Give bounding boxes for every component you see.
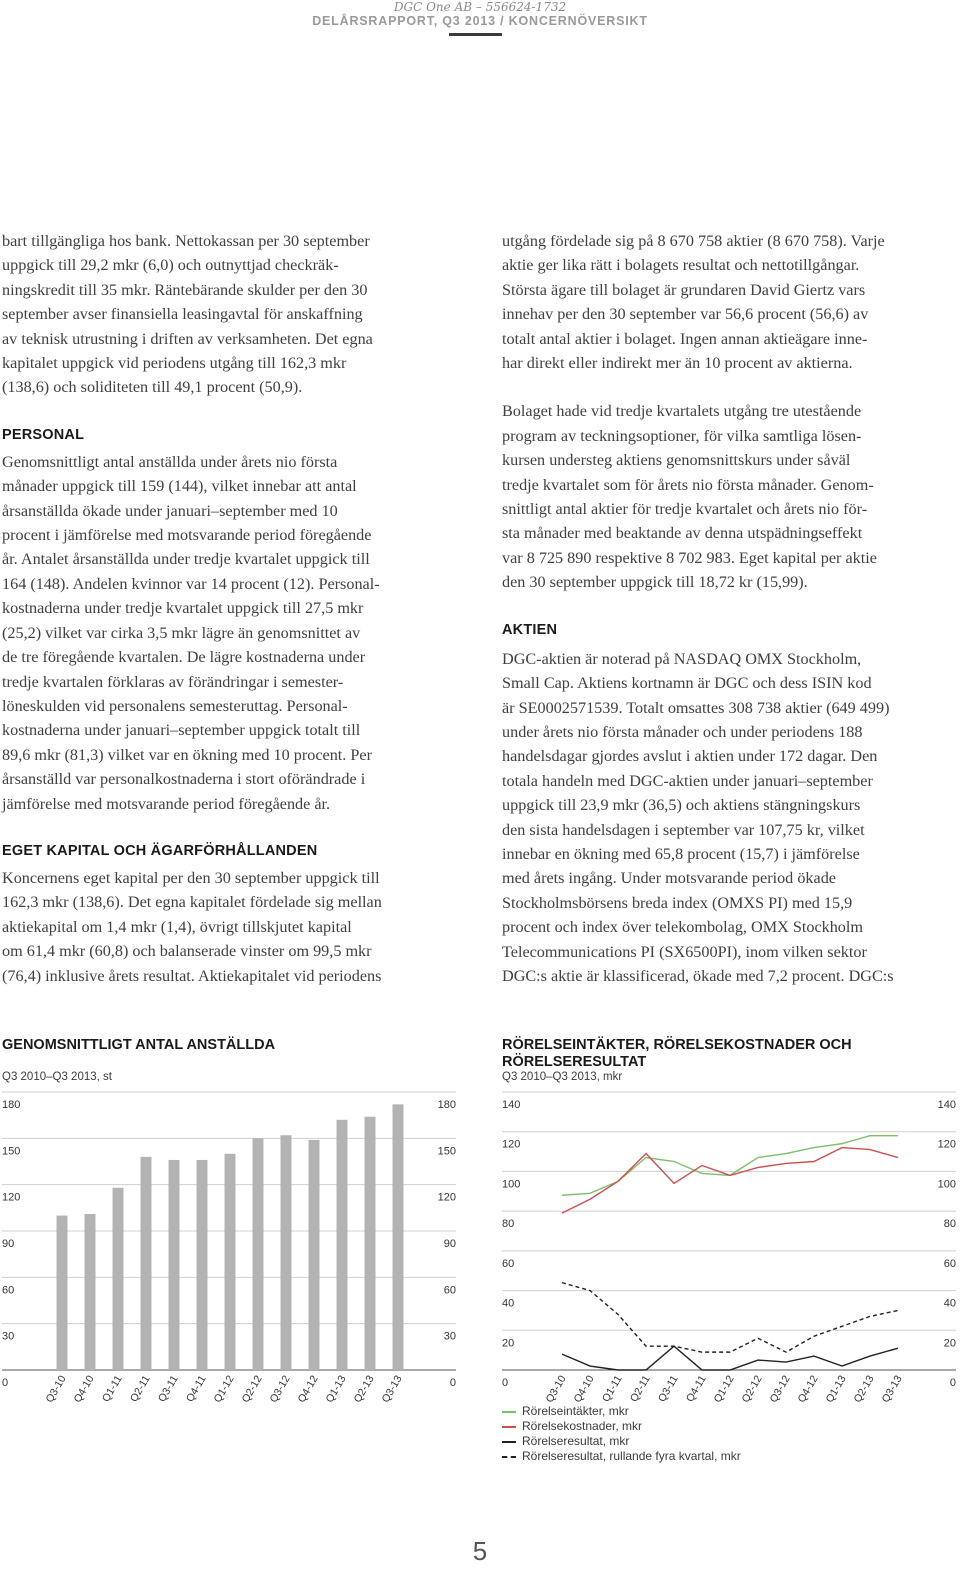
text-line: procent och index över telekombolag, OMX Stockholm [502, 918, 863, 937]
legend-swatch [502, 1411, 516, 1413]
bar [141, 1157, 152, 1370]
y-tick-label-right: 150 [437, 1145, 456, 1158]
warrants-paragraph [502, 399, 960, 594]
text-line: snittligt antal aktier för tredje kvartalet och årets nio för- [502, 500, 868, 519]
bar [365, 1117, 376, 1370]
x-tick-label: Q3-13 [379, 1373, 405, 1405]
text-line: av teknisk utrustning i driften av verksamheten. Det egna [2, 329, 373, 348]
text-line: utgång fördelade sig på 8 670 758 aktier (8 670 758). Varje [502, 232, 885, 250]
text-line: årsanställda ökade under januari–september med 10 [2, 501, 338, 520]
text-line: uppgick till 29,2 mkr (6,0) och outnyttjad checkräk- [2, 256, 339, 275]
legend-label: Rörelseresultat, mkr [522, 1434, 630, 1448]
y-tick-label-right: 80 [943, 1218, 956, 1231]
aktien-heading: AKTIEN [502, 621, 558, 638]
y-tick-label-right: 120 [437, 1191, 456, 1204]
y-tick-label-right: 0 [449, 1377, 456, 1389]
y-tick-label-left: 0 [502, 1377, 509, 1389]
y-tick-label-left: 140 [502, 1099, 521, 1111]
text-line: (25,2) vilket var cirka 3,5 mkr lägre än genomsnittet av [2, 623, 361, 642]
legend-swatch [502, 1441, 516, 1443]
shares-paragraph [502, 229, 960, 375]
text-line: under årets nio första månader och under periodens 188 [502, 722, 863, 741]
chart2-title-text: RÖRELSEINTÄKTER, RÖRELSEKOSTNADER OCH RÖRELSERESULTAT [502, 1037, 852, 1070]
y-tick-label-right: 120 [937, 1138, 956, 1151]
y-tick-label-left: 90 [2, 1238, 15, 1250]
company-name: DGC One AB – 556624-1732 [393, 0, 567, 14]
text-line: kursen understeg aktiens genomsnittskurs under såväl [502, 451, 851, 470]
bar [85, 1214, 96, 1370]
legend-label: Rörelsekostnader, mkr [522, 1419, 643, 1433]
text-line: september avser finansiella leasingavtal för anskaffning [2, 305, 363, 324]
text-line: månader uppgick till 159 (144), vilket innebar att antal [2, 477, 357, 496]
personal-paragraph [2, 450, 460, 816]
text-line: med årets ingång. Under motsvarande period ökade [502, 869, 836, 888]
x-tick-label: Q2-11 [628, 1373, 653, 1405]
x-tick-label: Q1-11 [100, 1373, 125, 1405]
series-line [562, 1136, 898, 1196]
text-line: totala handeln med DGC-aktien under januari–september [502, 771, 873, 790]
x-tick-label: Q2-12 [239, 1373, 265, 1405]
legend-swatch [502, 1456, 516, 1458]
y-tick-label-right: 100 [937, 1178, 956, 1191]
text-line: Small Cap. Aktiens kortnamn är DGC och dess ISIN kod [502, 674, 872, 693]
text-line: Största ägare till bolaget är grundaren David Giertz vars [502, 280, 866, 299]
text-line: Genomsnittligt antal anställda under årets nio första [2, 452, 338, 471]
text-line: 162,3 mkr (138,6). Det egna kapitalet fördelade sig mellan [2, 893, 382, 912]
y-tick-label-right: 40 [943, 1297, 956, 1310]
bar [337, 1120, 348, 1370]
text-line: procent i jämförelse med motsvarande period föregående [2, 526, 372, 545]
bar [113, 1188, 124, 1370]
y-tick-label-right: 0 [949, 1377, 956, 1389]
header-rule [449, 33, 502, 36]
x-tick-label: Q1-12 [711, 1373, 737, 1405]
text-line: den sista handelsdagen i september var 107,75 kr, vilket [502, 820, 865, 839]
text-line: år. Antalet årsanställda under tredje kvartalet uppgick till [2, 550, 370, 569]
text-line: Stockholmsbörsens breda index (OMXS PI) med 15,9 [502, 893, 853, 912]
series-line [562, 1148, 898, 1214]
text-line: kostnaderna under januari–september uppgick totalt till [2, 721, 361, 740]
equity-heading: EGET KAPITAL OCH ÄGARFÖRHÅLLANDEN [2, 842, 318, 859]
x-tick-label: Q2-11 [128, 1373, 153, 1405]
chart2-subtitle: Q3 2010–Q3 2013, mkr [502, 1071, 623, 1083]
text-line: program av teckningsoptioner, för vilka samtliga lösen- [502, 426, 862, 445]
text-line: DGC:s aktie är klassificerad, ökade med 7,2 procent. DGC:s [502, 966, 894, 985]
y-tick-label-left: 40 [502, 1297, 515, 1310]
text-line: jämförelse med motsvarande period föregående år. [2, 794, 331, 813]
x-tick-label: Q3-12 [767, 1373, 793, 1405]
personal-heading: PERSONAL [2, 426, 85, 443]
text-line: uppgick till 23,9 mkr (36,5) och aktiens stängningskurs [502, 796, 861, 815]
text-line: aktiekapital om 1,4 mkr (1,4), övrigt tillskjutet kapital [2, 917, 352, 936]
text-line: innebar en ökning med 65,8 procent (15,7) i jämförelse [502, 844, 860, 863]
y-tick-label-left: 60 [502, 1257, 515, 1270]
text-line: de tre föregående kvartalen. De lägre kostnaderna under [2, 648, 366, 667]
chart2-title [502, 1037, 922, 1071]
series-line [562, 1346, 898, 1370]
y-tick-label-right: 60 [943, 1257, 956, 1270]
x-tick-label: Q1-13 [823, 1373, 849, 1405]
y-tick-label-left: 120 [502, 1138, 521, 1151]
text-line: är SE0002571539. Totalt omsattes 308 738 aktier (649 499) [502, 698, 890, 717]
text-line: 164 (148). Andelen kvinnor var 14 procent (12). Personal- [2, 574, 380, 593]
x-tick-label: Q2-13 [851, 1373, 877, 1405]
text-line: Bolaget hade vid tredje kvartalets utgång tre utestående [502, 402, 862, 421]
text-line: har direkt eller indirekt mer än 10 procent av aktierna. [502, 354, 853, 373]
series-line [562, 1283, 898, 1353]
text-line: ningskredit till 35 mkr. Räntebärande skulder per den 30 [2, 280, 368, 299]
employees-bar-chart [0, 1080, 460, 1410]
y-tick-label-right: 140 [937, 1099, 956, 1111]
chart1-subtitle: Q3 2010–Q3 2013, st [2, 1071, 112, 1083]
left-column [2, 229, 460, 988]
bar [393, 1104, 404, 1370]
text-line: Koncernens eget kapital per den 30 september uppgick till [2, 868, 380, 887]
x-tick-label: Q3-11 [656, 1373, 681, 1405]
bar [281, 1135, 292, 1370]
x-tick-label: Q1-13 [323, 1373, 349, 1405]
text-line: den 30 september uppgick till 18,72 kr (15,99). [502, 573, 808, 592]
x-tick-label: Q4-12 [295, 1373, 321, 1405]
y-tick-label-left: 0 [2, 1377, 9, 1389]
intro-paragraph [2, 229, 460, 400]
bar [309, 1140, 320, 1370]
text-line: 89,6 mkr (81,3) vilket var en ökning med 10 procent. Per [2, 745, 372, 764]
y-tick-label-left: 100 [502, 1178, 521, 1191]
y-tick-label-right: 30 [443, 1330, 456, 1343]
x-tick-label: Q3-11 [156, 1373, 181, 1405]
text-line: sta månader med beaktande av denna utspädningseffekt [502, 524, 863, 543]
text-line: var 8 725 890 respektive 8 702 983. Eget kapital per aktie [502, 548, 877, 567]
y-tick-label-left: 150 [2, 1145, 21, 1158]
bar [169, 1160, 180, 1370]
right-column [502, 229, 960, 988]
y-tick-label-right: 60 [443, 1284, 456, 1297]
bar [225, 1154, 236, 1370]
text-line: löneskulden vid personalens semesteruttag. Personal- [2, 696, 348, 715]
text-line: aktie ger lika rätt i bolagets resultat och nettotillgångar. [502, 256, 860, 275]
y-tick-label-right: 20 [943, 1337, 956, 1350]
bar [197, 1160, 208, 1370]
y-tick-label-right: 90 [443, 1238, 456, 1250]
x-tick-label: Q4-11 [184, 1373, 209, 1405]
x-tick-label: Q4-12 [795, 1373, 821, 1405]
x-tick-label: Q3-10 [43, 1373, 69, 1405]
x-tick-label: Q1-12 [211, 1373, 237, 1405]
y-tick-label-left: 60 [2, 1284, 15, 1297]
x-tick-label: Q3-12 [267, 1373, 293, 1405]
bar [57, 1216, 68, 1370]
text-line: handelsdagar gjordes avslut i aktien under 172 dagar. Den [502, 747, 878, 766]
x-tick-label: Q4-11 [684, 1373, 709, 1405]
text-line: (138,6) och soliditeten till 49,1 procent (50,9). [2, 378, 303, 397]
text-line: Telecommunications PI (SX6500PI), inom vilken sektor [502, 942, 867, 961]
text-line: kostnaderna under tredje kvartalet uppgick till 27,5 mkr [2, 599, 364, 618]
chart1-title: GENOMSNITTLIGT ANTAL ANSTÄLLDA [2, 1037, 276, 1053]
text-line: tredje kvartalet som för årets nio första månader. Genom- [502, 475, 874, 494]
y-tick-label-left: 20 [502, 1337, 515, 1350]
text-line: tredje kvartalen förklaras av förändringar i semester- [2, 672, 344, 691]
x-tick-label: Q4-10 [571, 1373, 597, 1405]
y-tick-label-left: 120 [2, 1191, 21, 1204]
y-tick-label-left: 30 [2, 1330, 15, 1343]
x-tick-label: Q4-10 [71, 1373, 97, 1405]
text-line: (76,4) inklusive årets resultat. Aktiekapitalet vid periodens [2, 966, 382, 985]
text-line: totalt antal aktier i bolaget. Ingen annan aktieägare inne- [502, 329, 868, 348]
y-tick-label-right: 180 [437, 1099, 456, 1111]
operating-line-chart [500, 1080, 960, 1410]
bar [253, 1138, 264, 1370]
y-tick-label-left: 80 [502, 1218, 515, 1231]
text-line: årsanställd var personalkostnaderna i stort oförändrade i [2, 770, 366, 789]
y-tick-label-left: 180 [2, 1099, 21, 1111]
aktien-paragraph [502, 647, 960, 989]
report-title: DELÅRSRAPPORT, Q3 2013 / KONCERNÖVERSIKT [312, 14, 648, 28]
x-tick-label: Q1-11 [600, 1373, 625, 1405]
x-tick-label: Q2-12 [739, 1373, 765, 1405]
text-line: DGC-aktien är noterad på NASDAQ OMX Stockholm, [502, 649, 862, 668]
legend-label: Rörelseintäkter, mkr [522, 1404, 629, 1418]
x-tick-label: Q3-10 [543, 1373, 569, 1405]
text-line: kapitalet uppgick vid periodens utgång till 162,3 mkr [2, 354, 347, 373]
x-tick-label: Q3-13 [879, 1373, 905, 1405]
text-line: innehav per den 30 september var 56,6 procent (56,6) av [502, 305, 869, 324]
legend-label: Rörelseresultat, rullande fyra kvartal, mkr [522, 1449, 741, 1463]
legend-swatch [502, 1426, 516, 1428]
text-line: bart tillgängliga hos bank. Nettokassan per 30 september [2, 232, 370, 250]
x-tick-label: Q2-13 [351, 1373, 377, 1405]
page-number: 5 [472, 1536, 488, 1566]
text-line: om 61,4 mkr (60,8) och balanserade vinster om 99,5 mkr [2, 942, 372, 961]
equity-paragraph [2, 866, 460, 988]
